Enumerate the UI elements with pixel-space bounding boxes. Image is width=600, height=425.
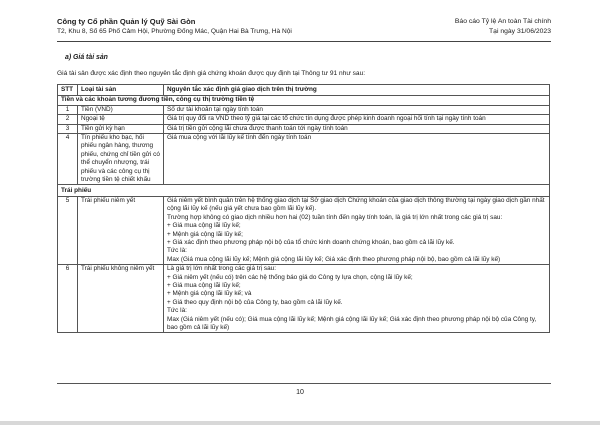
row-stt: 1 [58,105,78,114]
method-line: Trường hợp không có giao dịch nhiều hơn hai (02) tuần tính đến ngày tính toán, là giá trị lớn nhất trong các giá trị sau: [167,213,503,221]
group-row-bonds [58,185,550,196]
method-line: + Giá niêm yết (nếu có) trên các hệ thống báo giá do Công ty lựa chọn, cộng lãi lũy kế; [167,273,413,281]
row-method [164,196,550,264]
section-intro: Giá tài sản được xác định theo nguyên tắc định giá chứng khoán được quy định tại Thông tư 91 như sau: [57,70,366,77]
table-row [58,265,550,333]
row-method [164,265,550,333]
method-line: + Giá theo quy định nội bộ của Công ty, bao gồm cả lãi lũy kế. [167,298,343,306]
section-title: a) Giá tài sản [65,54,108,61]
row-asset-type: Tín phiếu kho bạc, hối phiếu ngân hàng, thương phiếu, chứng chỉ tiền gửi có thể chuyển nhượng, trái phiếu và các công cụ thị trường tiền tệ chiết khấu [78,134,164,185]
header-stt: STT [58,85,78,96]
header-asset-type: Loại tài sản [78,85,164,96]
table-body [58,96,550,333]
table-row [58,196,550,264]
row-stt: 6 [58,265,78,333]
method-line: + Giá xác định theo phương pháp nội bộ của tổ chức kinh doanh chứng khoán, bao gồm cả lãi lũy kế. [167,238,455,246]
page-number: 10 [296,389,304,396]
row-stt: 4 [58,134,78,185]
table-row [58,115,550,124]
method-line: Max (Giá mua cộng lãi lũy kế; Mệnh giá cộng lãi lũy kế; Giá xác định theo phương pháp nội bộ, bao gồm cả lãi lũy kế) [167,255,501,263]
header-method: Nguyên tắc xác định giá giao dịch trên thị trường [164,85,550,96]
method-line: Tức là: [167,247,187,255]
table-row [58,105,550,114]
row-method [164,105,550,114]
scan-edge [0,421,600,425]
method-line: Giá trị tiền gửi cộng lãi chưa được thanh toán tới ngày tính toán [167,124,348,132]
method-line: Số dư tài khoản tại ngày tính toán [167,105,263,113]
row-method [164,115,550,124]
company-address: T2, Khu 8, Số 65 Phố Cảm Hội, Phường Đống Mác, Quận Hai Bà Trưng, Hà Nội [57,28,292,35]
header-right [455,17,551,37]
method-line: Giá mua cộng với lãi lũy kế tính đến ngày tính toán [167,134,312,142]
group-row-cash [58,96,550,105]
row-asset-type: Tiền gửi kỳ hạn [78,124,164,133]
footer-divider [57,383,551,384]
method-line: Là giá trị lớn nhất trong các giá trị sau: [167,265,276,273]
table-row [58,124,550,133]
report-date: Tại ngày 31/06/2023 [489,28,551,35]
method-line: Tức là: [167,307,187,315]
row-method [164,134,550,185]
method-line: + Giá mua cộng lãi lũy kế; [167,281,241,289]
row-asset-type: Tiền (VND) [78,105,164,114]
method-line: Giá niêm yết bình quân trên hệ thống giao dịch tại Sở giao dịch Chứng khoán của giao dịch thông thường tại ngày giao dịch gần nhất cộng lãi lũy kế (nếu giá yết chưa bao gồm lãi lũy kế). [167,196,545,213]
row-stt: 2 [58,115,78,124]
row-asset-type: Ngoại tệ [78,115,164,124]
method-line: + Mệnh giá cộng lãi lũy kế; và [167,290,252,298]
row-method [164,124,550,133]
method-line: + Giá mua cộng lãi lũy kế; [167,222,241,230]
valuation-table [57,84,550,333]
row-asset-type: Trái phiếu niêm yết [78,196,164,264]
method-line: + Mệnh giá cộng lãi lũy kế; [167,230,243,238]
method-line: Max (Giá niêm yết (nếu có); Giá mua cộng lãi lũy kế; Mệnh giá cộng lãi lũy kế; Giá xác định theo phương pháp nội bộ của Công ty, bao gồm cả lãi lũy kế) [167,315,537,331]
method-line: Giá trị quy đổi ra VND theo tỷ giá tại các tổ chức tín dụng được phép kinh doanh ngoại hối tính tại ngày tính toán [167,115,486,123]
row-stt: 5 [58,196,78,264]
group-label: Trái phiếu [58,185,550,196]
company-name: Công ty Cổ phần Quản lý Quỹ Sài Gòn [57,17,196,26]
table-header-row [58,85,550,96]
row-stt: 3 [58,124,78,133]
header-left [57,17,292,37]
group-label: Tiền và các khoản tương đương tiền, công cụ thị trường tiền tệ [58,96,550,105]
report-title: Báo cáo Tỷ lệ An toàn Tài chính [454,18,551,25]
row-asset-type: Trái phiếu không niêm yết [78,265,164,333]
table-row [58,134,550,185]
header-divider [57,41,551,42]
